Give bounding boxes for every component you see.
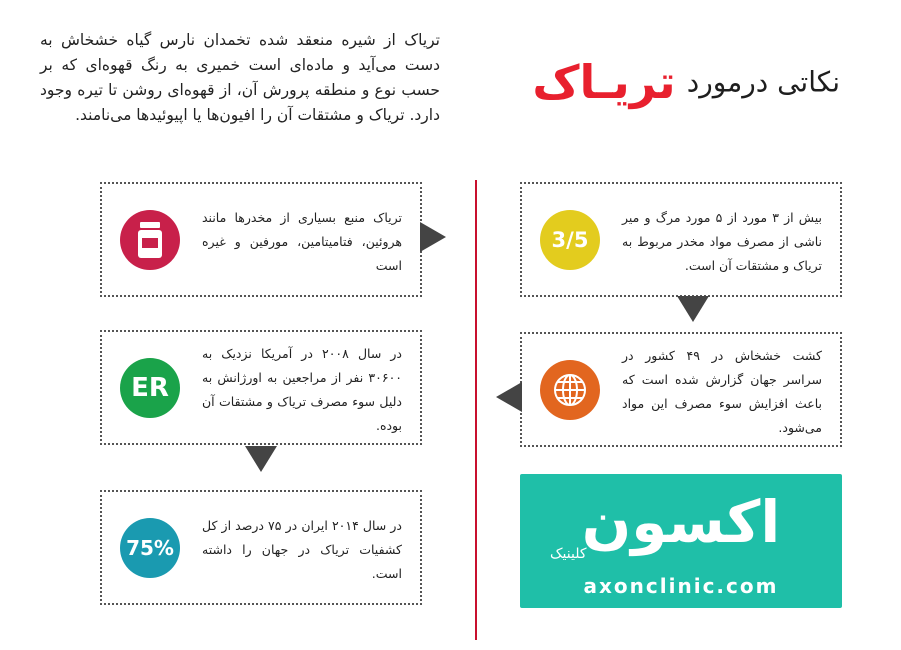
card-er-visits — [100, 330, 422, 445]
pill-bottle-icon — [120, 210, 180, 270]
center-divider — [475, 180, 477, 640]
card-text: در سال ۲۰۱۴ ایران در ۷۵ درصد از کل کشفیات تریاک در جهان را داشته است. — [202, 518, 402, 581]
arrow-down-icon — [245, 446, 277, 472]
card-text: تریاک منبع بسیاری از مخدرها مانند هروئین، فتامیتامین، مورفین و غیره است — [202, 210, 402, 273]
fraction-badge-icon: 3/5 — [540, 210, 600, 270]
logo-url: axonclinic.com — [583, 574, 779, 598]
arrow-left-icon — [496, 382, 522, 412]
card-text: کشت خشخاش در ۴۹ کشور در سراسر جهان گزارش شده است که باعث افزایش سوء مصرف این مواد می‌شود. — [622, 348, 822, 435]
card-death-ratio — [520, 182, 842, 297]
clinic-logo — [520, 474, 842, 608]
intro-paragraph: تریاک از شیره منعقد شده تخمدان نارس گیاه خشخاش به دست می‌آید و ماده‌ای است خمیری به رنگ قهوه‌ای که بر حسب نوع و منطقه پرورش آن، از قهوه‌ای روشن تا تیره وجود دارد. تریاک و مشتقات آن را افیون‌ها یا اپیوئیدها می‌نامند. — [40, 31, 440, 124]
card-text: بیش از ۳ مورد از ۵ مورد مرگ و میر ناشی از مصرف مواد مخدر مربوط به تریاک و مشتقات آن است. — [622, 210, 822, 273]
logo-word: اکسون — [581, 488, 781, 556]
percent-badge-icon: 75% — [120, 518, 180, 578]
page-title — [490, 55, 840, 109]
logo-subtitle: کلینیک — [550, 546, 587, 562]
title-accent: تریـاک — [532, 55, 676, 109]
card-iran-seizures — [100, 490, 422, 605]
card-text: در سال ۲۰۰۸ در آمریکا نزدیک به ۳۰۶۰۰ نفر از مراجعین به اورژانش به دلیل سوء مصرف تریاک و مشتقات آن بوده. — [202, 346, 402, 433]
card-poppy-cultivation — [520, 332, 842, 447]
arrow-right-icon — [420, 222, 446, 252]
arrow-down-icon — [677, 296, 709, 322]
title-main: نکاتی درمورد — [686, 65, 840, 99]
globe-icon — [540, 360, 600, 420]
er-badge-icon: ER — [120, 358, 180, 418]
card-opium-source — [100, 182, 422, 297]
